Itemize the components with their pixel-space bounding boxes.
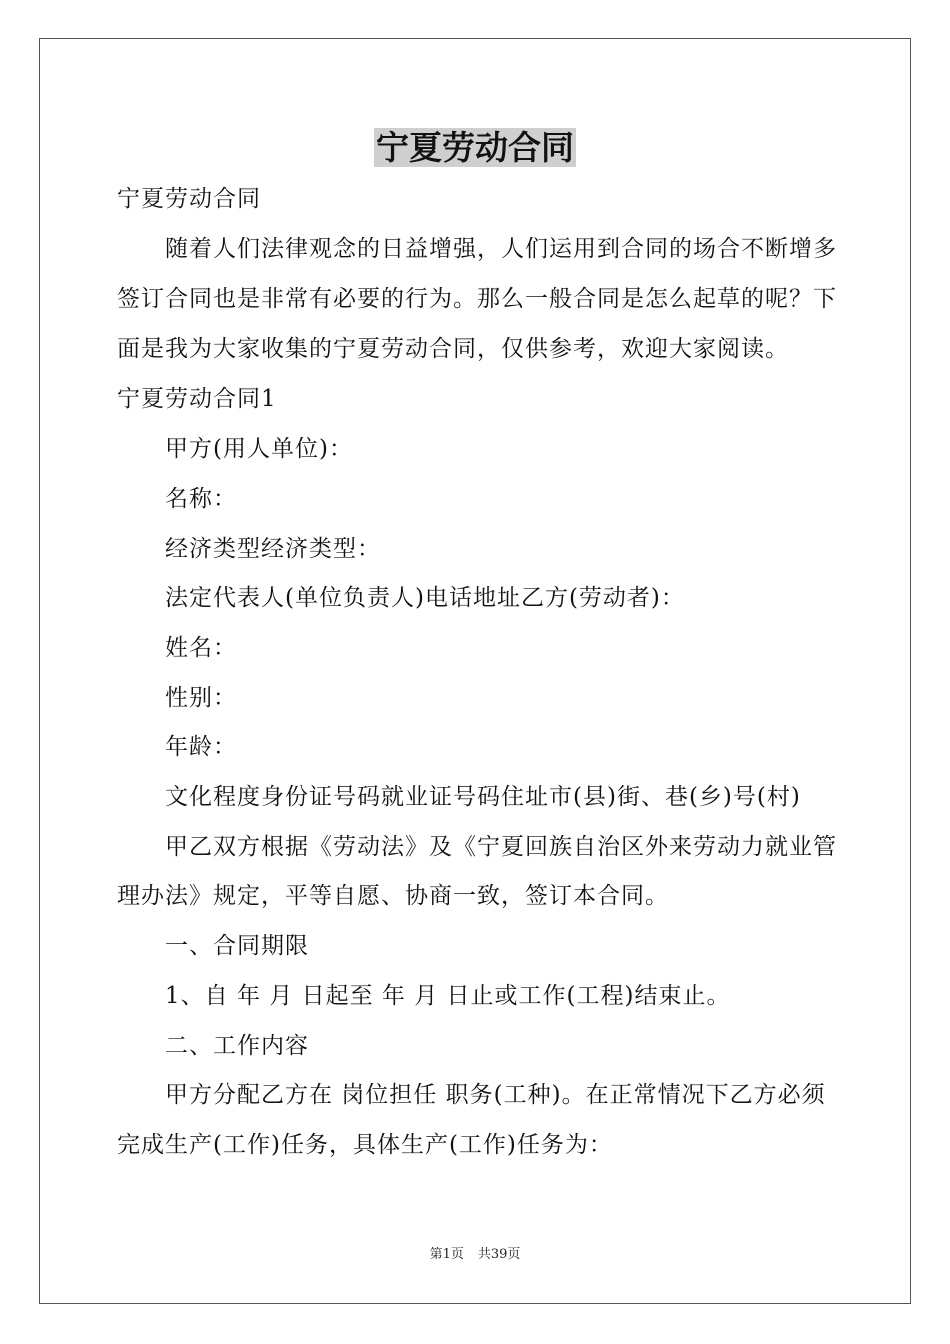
paragraph-line: 面是我为大家收集的宁夏劳动合同，仅供参考，欢迎大家阅读。 xyxy=(117,336,789,362)
document-title-text: 宁夏劳动合同 xyxy=(376,128,574,167)
field-legal-rep: 法定代表人(单位负责人)电话地址乙方(劳动者)： xyxy=(165,585,685,611)
page-border xyxy=(39,38,911,1304)
field-gender: 性别： xyxy=(165,685,237,711)
paragraph-line: 随着人们法律观念的日益增强，人们运用到合同的场合不断增多 xyxy=(165,236,837,262)
field-age: 年龄： xyxy=(165,734,237,760)
page-footer xyxy=(0,1246,950,1264)
clause-heading: 一、合同期限 xyxy=(165,933,309,959)
field-full-name: 姓名： xyxy=(165,635,237,661)
paragraph-line: 甲方分配乙方在 岗位担任 职务(工种)。在正常情况下乙方必须 xyxy=(165,1082,826,1108)
section-heading: 宁夏劳动合同1 xyxy=(117,386,277,412)
field-economic-type: 经济类型经济类型： xyxy=(165,536,381,562)
paragraph-line: 理办法》规定，平等自愿、协商一致，签订本合同。 xyxy=(117,883,669,909)
subtitle-line: 宁夏劳动合同 xyxy=(117,186,261,212)
paragraph-line: 签订合同也是非常有必要的行为。那么一般合同是怎么起草的呢？下 xyxy=(117,286,837,312)
paragraph-line: 甲乙双方根据《劳动法》及《宁夏回族自治区外来劳动力就业管 xyxy=(165,834,837,860)
clause-heading: 二、工作内容 xyxy=(165,1033,309,1059)
clause-line: 1、自 年 月 日起至 年 月 日止或工作(工程)结束止。 xyxy=(165,983,731,1009)
field-name: 名称： xyxy=(165,486,237,512)
page-number: 第1页 xyxy=(429,1247,464,1262)
page-total: 共39页 xyxy=(477,1247,521,1262)
field-education: 文化程度身份证号码就业证号码住址市(县)街、巷(乡)号(村) xyxy=(165,784,801,810)
party-a-line: 甲方(用人单位)： xyxy=(165,436,353,462)
document-title xyxy=(0,126,950,170)
paragraph-line: 完成生产(工作)任务，具体生产(工作)任务为： xyxy=(117,1132,613,1158)
